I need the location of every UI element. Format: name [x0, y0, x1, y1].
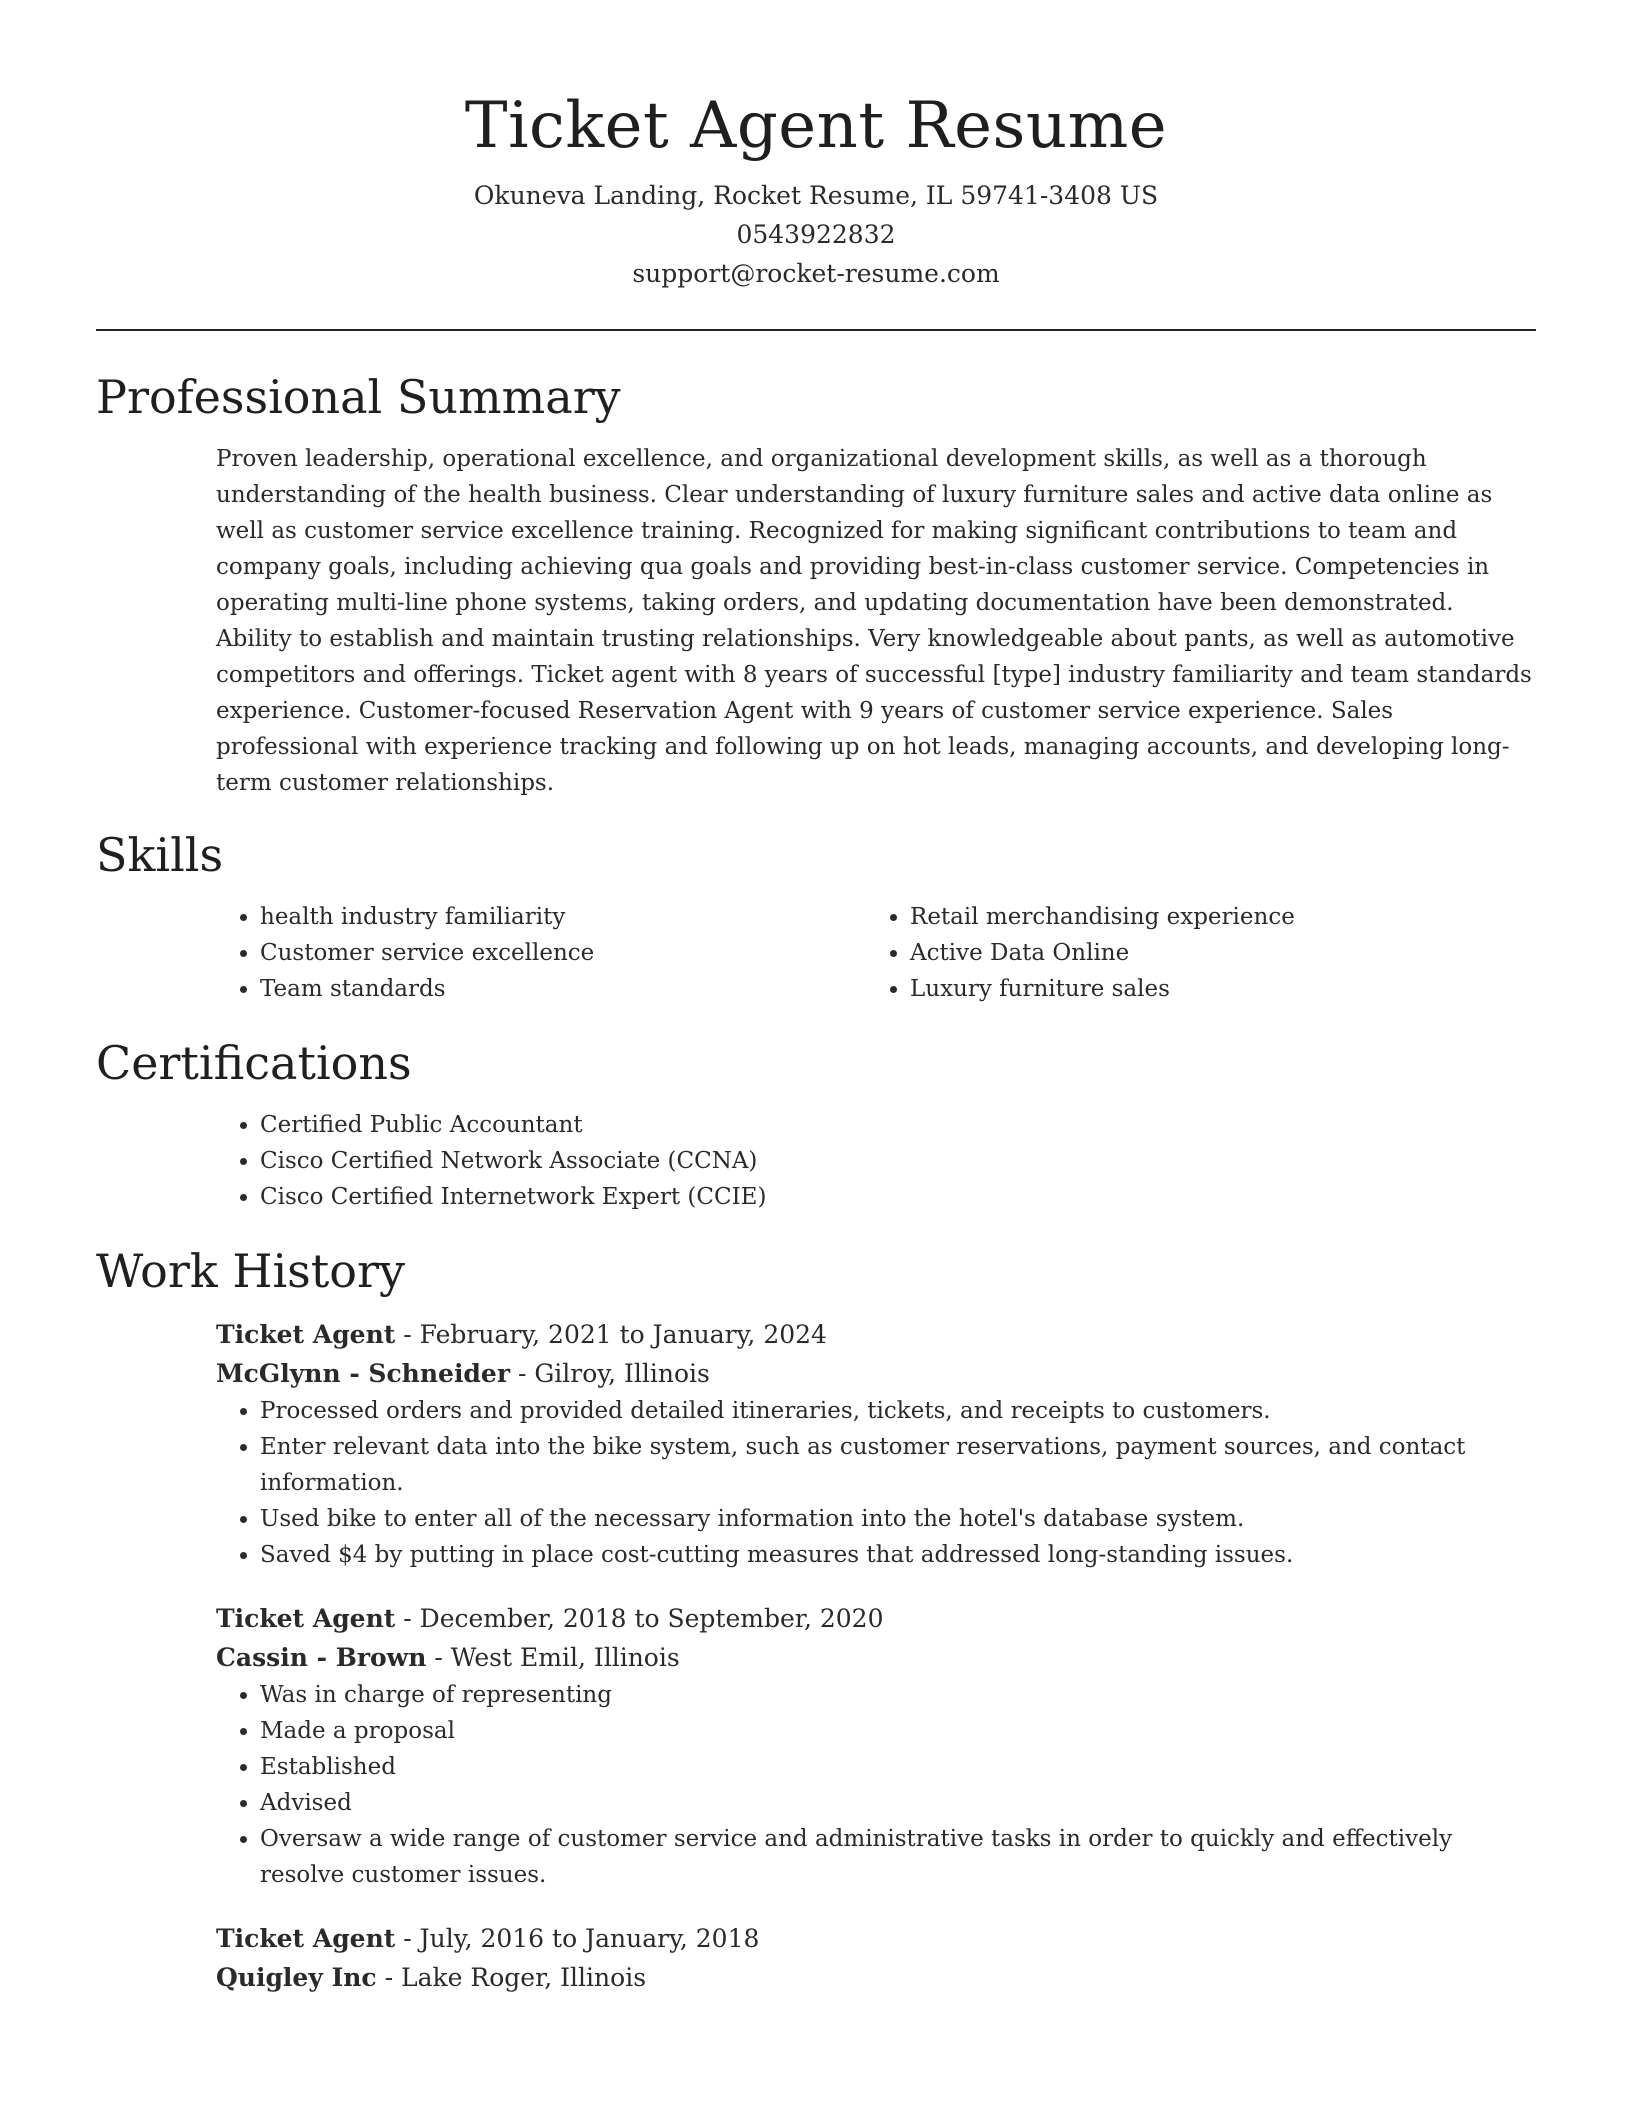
certification-item: • Certified Public Accountant	[260, 1107, 1536, 1143]
job-company: Quigley Inc	[216, 1963, 377, 1992]
job-title: Ticket Agent	[216, 1924, 396, 1953]
job-company: McGlynn - Schneider	[216, 1359, 510, 1388]
certifications-container	[216, 1107, 1536, 1215]
section-certifications	[96, 1031, 1536, 1215]
skill-item: • Luxury furniture sales	[910, 971, 1516, 1007]
job-title: Ticket Agent	[216, 1320, 396, 1349]
certifications-list	[216, 1107, 1536, 1215]
certification-item: • Cisco Certified Internetwork Expert (CCIE)	[260, 1179, 1536, 1215]
skills-list-right	[866, 899, 1516, 1007]
job-title-line	[216, 1599, 1536, 1638]
skill-item: • Customer service excellence	[260, 935, 866, 971]
section-heading-skills: Skills	[96, 828, 224, 882]
job-location: - West Emil, Illinois	[426, 1643, 680, 1672]
job-entry	[216, 1919, 1536, 1997]
job-entry	[216, 1599, 1536, 1893]
header-divider	[96, 329, 1536, 331]
job-dates: - December, 2018 to September, 2020	[395, 1604, 884, 1633]
job-duty: • Enter relevant data into the bike system, such as customer reservations, payment sources, and contact information.	[260, 1429, 1536, 1501]
contact-address: Okuneva Landing, Rocket Resume, IL 59741-3408 US	[473, 181, 1159, 210]
job-duty: • Made a proposal	[260, 1713, 1536, 1749]
section-heading-summary: Professional Summary	[96, 370, 621, 424]
section-skills	[96, 823, 1536, 1007]
skill-item: • Retail merchandising experience	[910, 899, 1516, 935]
job-entry	[216, 1315, 1536, 1573]
job-duties-list	[216, 1393, 1536, 1573]
skills-columns	[216, 899, 1536, 1007]
job-company-line	[216, 1638, 1536, 1677]
job-dates: - July, 2016 to January, 2018	[395, 1924, 760, 1953]
section-professional-summary	[96, 365, 1536, 801]
job-duty: • Used bike to enter all of the necessary information into the hotel's database system.	[260, 1501, 1536, 1537]
resume-page	[96, 0, 1536, 1997]
job-location: - Lake Roger, Illinois	[376, 1963, 647, 1992]
job-dates: - February, 2021 to January, 2024	[395, 1320, 827, 1349]
job-duty: • Established	[260, 1749, 1536, 1785]
job-duty: • Advised	[260, 1785, 1536, 1821]
skills-list-left	[216, 899, 866, 1007]
job-duties-list	[216, 1677, 1536, 1893]
job-company: Cassin - Brown	[216, 1643, 427, 1672]
job-title-line	[216, 1315, 1536, 1354]
skill-item: • Team standards	[260, 971, 866, 1007]
contact-email: support@rocket-resume.com	[632, 259, 1000, 288]
section-heading-work-history: Work History	[96, 1244, 405, 1298]
job-title: Ticket Agent	[216, 1604, 396, 1633]
certification-item: • Cisco Certified Network Associate (CCNA)	[260, 1143, 1536, 1179]
job-duty: • Oversaw a wide range of customer service and administrative tasks in order to quickly and effectively resolve customer issues.	[260, 1821, 1536, 1893]
section-heading-certifications: Certifications	[96, 1036, 412, 1090]
section-work-history	[96, 1239, 1536, 1997]
job-location: - Gilroy, Illinois	[510, 1359, 710, 1388]
skill-item: • Active Data Online	[910, 935, 1516, 971]
job-duty: • Processed orders and provided detailed itineraries, tickets, and receipts to customers.	[260, 1393, 1536, 1429]
skill-item: • health industry familiarity	[260, 899, 866, 935]
job-duty: • Saved $4 by putting in place cost-cutting measures that addressed long-standing issues.	[260, 1537, 1536, 1573]
contact-phone: 0543922832	[736, 220, 896, 249]
job-duty: • Was in charge of representing	[260, 1677, 1536, 1713]
job-title-line	[216, 1919, 1536, 1958]
contact-info	[96, 176, 1536, 293]
summary-paragraph: Proven leadership, operational excellence, and organizational development skills, as well as a thorough understanding of the health business. Clear understanding of luxury furniture sales and active data online as well as customer service excellence training. Recognized for making significant contributions to team and company goals, including achieving qua goals and providing best-in-class customer service. Competencies in operating multi-line phone systems, taking orders, and updating documentation have been demonstrated. Ability to establish and maintain trusting relationships. Very knowledgeable about pants, as well as automotive competitors and offerings. Ticket agent with 8 years of successful [type] industry familiarity and team standards experience. Customer-focused Reservation Agent with 9 years of customer service experience. Sales professional with experience tracking and following up on hot leads, managing accounts, and developing long-term customer relationships.	[216, 446, 1532, 796]
page-title: Ticket Agent Resume	[464, 89, 1168, 163]
job-company-line	[216, 1958, 1536, 1997]
job-company-line	[216, 1354, 1536, 1393]
resume-header	[96, 0, 1536, 293]
